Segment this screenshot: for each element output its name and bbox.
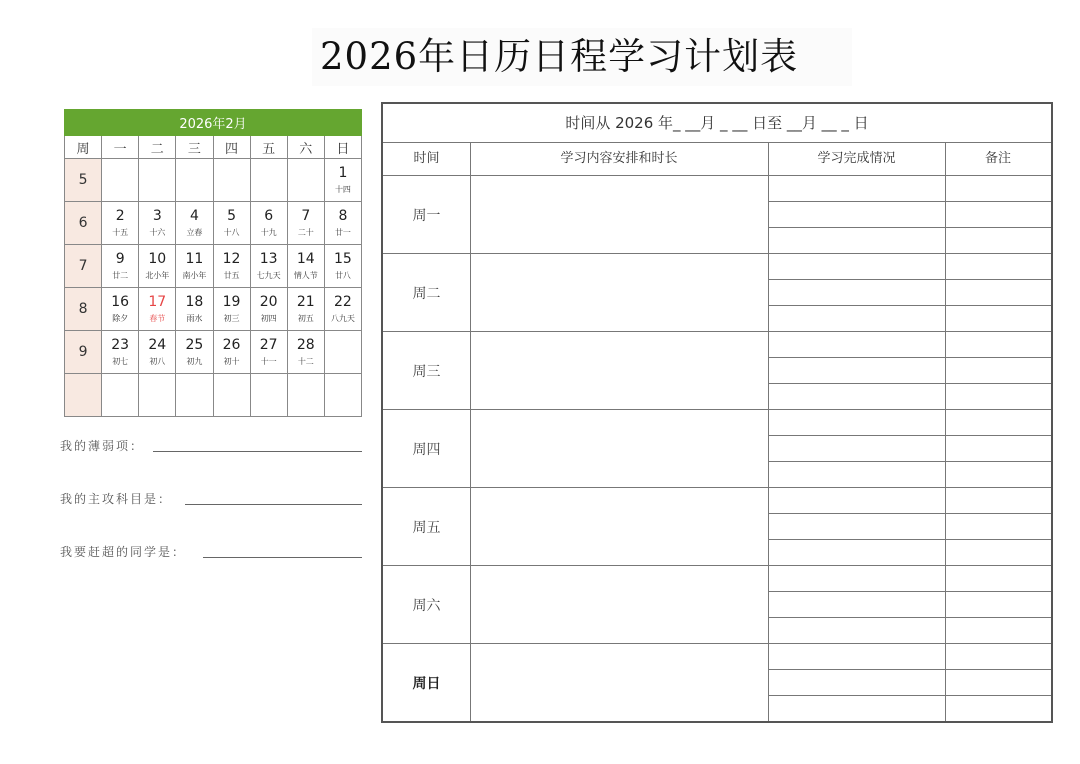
calendar-week-number: 6 [65, 202, 102, 245]
schedule-column-header: 时间 [413, 151, 440, 166]
calendar-day-cell [213, 374, 250, 417]
calendar-day-cell [176, 245, 213, 288]
calendar-day-cell [324, 159, 361, 202]
calendar-lunar-label: 初五 [297, 313, 314, 323]
calendar-day-number: 11 [185, 250, 204, 267]
row-divider [383, 331, 1051, 332]
calendar-lunar-label: 二十 [297, 227, 314, 237]
calendar-lunar-label: 十六 [149, 227, 166, 237]
calendar-day-cell [139, 331, 176, 374]
calendar-day-number: 25 [185, 336, 204, 353]
schedule-day-label: 周四 [412, 442, 441, 458]
calendar-lunar-label: 初四 [260, 313, 277, 323]
column-divider [945, 142, 946, 721]
note-underline [153, 451, 362, 452]
calendar-lunar-label: 廿二 [112, 270, 129, 280]
calendar-day-number: 2 [115, 207, 125, 224]
calendar-day-number: 7 [301, 207, 311, 224]
schedule-column-header: 学习内容安排和时长 [560, 151, 678, 166]
calendar-day-cell [213, 245, 250, 288]
calendar-weekday-header: 一 [102, 136, 139, 159]
sub-row-divider [768, 201, 1051, 202]
sub-row-divider [768, 227, 1051, 228]
calendar-week-number [65, 374, 102, 417]
calendar-lunar-label: 初八 [149, 356, 166, 366]
calendar-day-cell [287, 159, 324, 202]
calendar-day-cell [324, 288, 361, 331]
calendar-lunar-label: 初三 [223, 313, 240, 323]
calendar-lunar-label: 除夕 [112, 313, 129, 323]
sub-row-divider [768, 357, 1051, 358]
sub-row-divider [768, 461, 1051, 462]
calendar-day-cell [287, 331, 324, 374]
calendar-week-number: 9 [65, 331, 102, 374]
calendar-lunar-label: 春节 [149, 313, 166, 323]
schedule-table [381, 102, 1053, 723]
calendar-lunar-label: 十五 [112, 227, 129, 237]
calendar-day-cell [176, 159, 213, 202]
schedule-day-label: 周二 [412, 286, 441, 302]
calendar-day-number: 4 [189, 207, 199, 224]
calendar-lunar-label: 初九 [186, 356, 203, 366]
calendar-table [64, 109, 362, 417]
calendar-day-cell [324, 202, 361, 245]
calendar-month-title: 2026年2月 [65, 110, 362, 136]
calendar-day-cell [102, 288, 139, 331]
calendar-day-cell [287, 374, 324, 417]
calendar-day-number: 3 [152, 207, 162, 224]
column-divider [768, 142, 769, 721]
calendar-weekday-header: 六 [287, 136, 324, 159]
calendar-day-cell [176, 331, 213, 374]
calendar-weekday-header: 三 [176, 136, 213, 159]
calendar-lunar-label: 初七 [112, 356, 129, 366]
calendar-day-cell [324, 245, 361, 288]
calendar-week-row [65, 331, 362, 374]
calendar-day-cell [102, 159, 139, 202]
calendar-day-cell [250, 202, 287, 245]
calendar-week-row [65, 245, 362, 288]
note-label: 我的薄弱项： [60, 439, 145, 453]
calendar-lunar-label: 廿一 [334, 227, 351, 237]
schedule-period: 时间从 2026 年_ __月 _ __ 日至 __月 __ _ 日 [383, 104, 1051, 143]
note-field[interactable] [60, 490, 172, 507]
row-divider [383, 565, 1051, 566]
calendar-day-number: 24 [148, 336, 167, 353]
calendar-lunar-label: 情人节 [293, 270, 318, 280]
calendar-day-number: 6 [264, 207, 274, 224]
calendar-week-row [65, 159, 362, 202]
note-underline [185, 504, 362, 505]
calendar-lunar-label: 立春 [186, 227, 203, 237]
calendar-week-row [65, 288, 362, 331]
calendar-day-number: 21 [296, 293, 315, 310]
note-field[interactable] [60, 543, 186, 560]
calendar-day-cell [102, 374, 139, 417]
calendar-day-cell [250, 245, 287, 288]
schedule-day-label: 周六 [412, 598, 441, 614]
calendar-lunar-label: 十四 [334, 184, 351, 194]
note-field[interactable] [60, 437, 144, 454]
calendar-day-cell [250, 331, 287, 374]
calendar-day-cell [324, 374, 361, 417]
note-label: 我要赶超的同学是： [60, 545, 187, 559]
row-divider [383, 175, 1051, 176]
calendar-day-number: 16 [111, 293, 130, 310]
calendar-day-cell [139, 245, 176, 288]
calendar-lunar-label: 七九天 [256, 270, 281, 280]
calendar-lunar-label: 十一 [260, 356, 277, 366]
calendar-day-number: 12 [222, 250, 241, 267]
calendar-day-number: 14 [296, 250, 315, 267]
calendar-lunar-label: 廿八 [334, 270, 351, 280]
calendar-day-number: 27 [259, 336, 278, 353]
sub-row-divider [768, 591, 1051, 592]
schedule-column-header: 备注 [984, 151, 1011, 166]
calendar-lunar-label: 南小年 [182, 270, 207, 280]
sub-row-divider [768, 669, 1051, 670]
row-divider [383, 253, 1051, 254]
row-divider [383, 409, 1051, 410]
calendar-day-number: 23 [111, 336, 130, 353]
calendar-day-cell [102, 245, 139, 288]
calendar-day-cell [139, 159, 176, 202]
calendar-day-cell [139, 288, 176, 331]
sub-row-divider [768, 617, 1051, 618]
calendar-day-number: 15 [334, 250, 352, 267]
sub-row-divider [768, 435, 1051, 436]
calendar-weekday-header: 二 [139, 136, 176, 159]
calendar-day-cell [324, 331, 361, 374]
calendar-day-cell [287, 288, 324, 331]
calendar-day-cell [176, 202, 213, 245]
calendar-day-cell [250, 159, 287, 202]
sub-row-divider [768, 383, 1051, 384]
note-underline [203, 557, 362, 558]
calendar-day-cell [213, 288, 250, 331]
calendar-day-cell [250, 374, 287, 417]
schedule-day-label: 周三 [412, 364, 441, 380]
calendar-day-number: 28 [296, 336, 315, 353]
calendar-weekday-header: 四 [213, 136, 250, 159]
calendar-week-number: 8 [65, 288, 102, 331]
calendar-day-number: 19 [222, 293, 241, 310]
sub-row-divider [768, 695, 1051, 696]
calendar-day-number: 1 [338, 164, 348, 181]
sub-row-divider [768, 279, 1051, 280]
schedule-day-label: 周一 [412, 208, 441, 224]
calendar-weekday-header: 周 [65, 136, 102, 159]
sub-row-divider [768, 539, 1051, 540]
calendar-day-number: 26 [222, 336, 241, 353]
calendar-day-cell [176, 374, 213, 417]
calendar-lunar-label: 十九 [260, 227, 277, 237]
calendar-lunar-label: 雨水 [186, 313, 203, 323]
calendar-week-row [65, 202, 362, 245]
calendar-weekday-header: 五 [250, 136, 287, 159]
calendar-day-cell [250, 288, 287, 331]
calendar-day-cell [287, 245, 324, 288]
calendar-day-cell [287, 202, 324, 245]
schedule-column-header: 学习完成情况 [817, 151, 896, 166]
calendar-weekday-header: 日 [324, 136, 361, 159]
calendar-week-number: 7 [65, 245, 102, 288]
calendar-day-cell [213, 331, 250, 374]
calendar-lunar-label: 八九天 [330, 313, 355, 323]
calendar-day-cell [213, 202, 250, 245]
calendar-day-number: 5 [227, 207, 237, 224]
calendar-day-number: 8 [338, 207, 348, 224]
calendar-day-cell [176, 288, 213, 331]
calendar-lunar-label: 初十 [223, 356, 240, 366]
calendar-lunar-label: 十二 [297, 356, 314, 366]
schedule-day-label: 周日 [412, 676, 441, 692]
calendar-lunar-label: 北小年 [145, 270, 170, 280]
row-divider [383, 487, 1051, 488]
calendar-day-number: 9 [115, 250, 125, 267]
calendar-week-row [65, 374, 362, 417]
calendar-week-number: 5 [65, 159, 102, 202]
sub-row-divider [768, 513, 1051, 514]
sub-row-divider [768, 305, 1051, 306]
calendar-day-number: 13 [259, 250, 278, 267]
calendar-day-cell [102, 202, 139, 245]
calendar-day-number: 17 [148, 293, 167, 310]
calendar-day-cell [139, 374, 176, 417]
schedule-day-label: 周五 [412, 520, 441, 536]
calendar-day-cell [139, 202, 176, 245]
calendar-day-number: 10 [148, 250, 167, 267]
calendar-lunar-label: 十八 [223, 227, 240, 237]
calendar-day-cell [102, 331, 139, 374]
calendar-day-number: 22 [334, 293, 352, 310]
page-title: 2026年日历日程学习计划表 [312, 28, 852, 86]
row-divider [383, 643, 1051, 644]
calendar-day-cell [213, 159, 250, 202]
calendar-day-number: 20 [259, 293, 278, 310]
note-label: 我的主攻科目是： [60, 492, 173, 506]
column-divider [470, 142, 471, 721]
calendar-lunar-label: 廿五 [223, 270, 240, 280]
calendar-day-number: 18 [185, 293, 204, 310]
